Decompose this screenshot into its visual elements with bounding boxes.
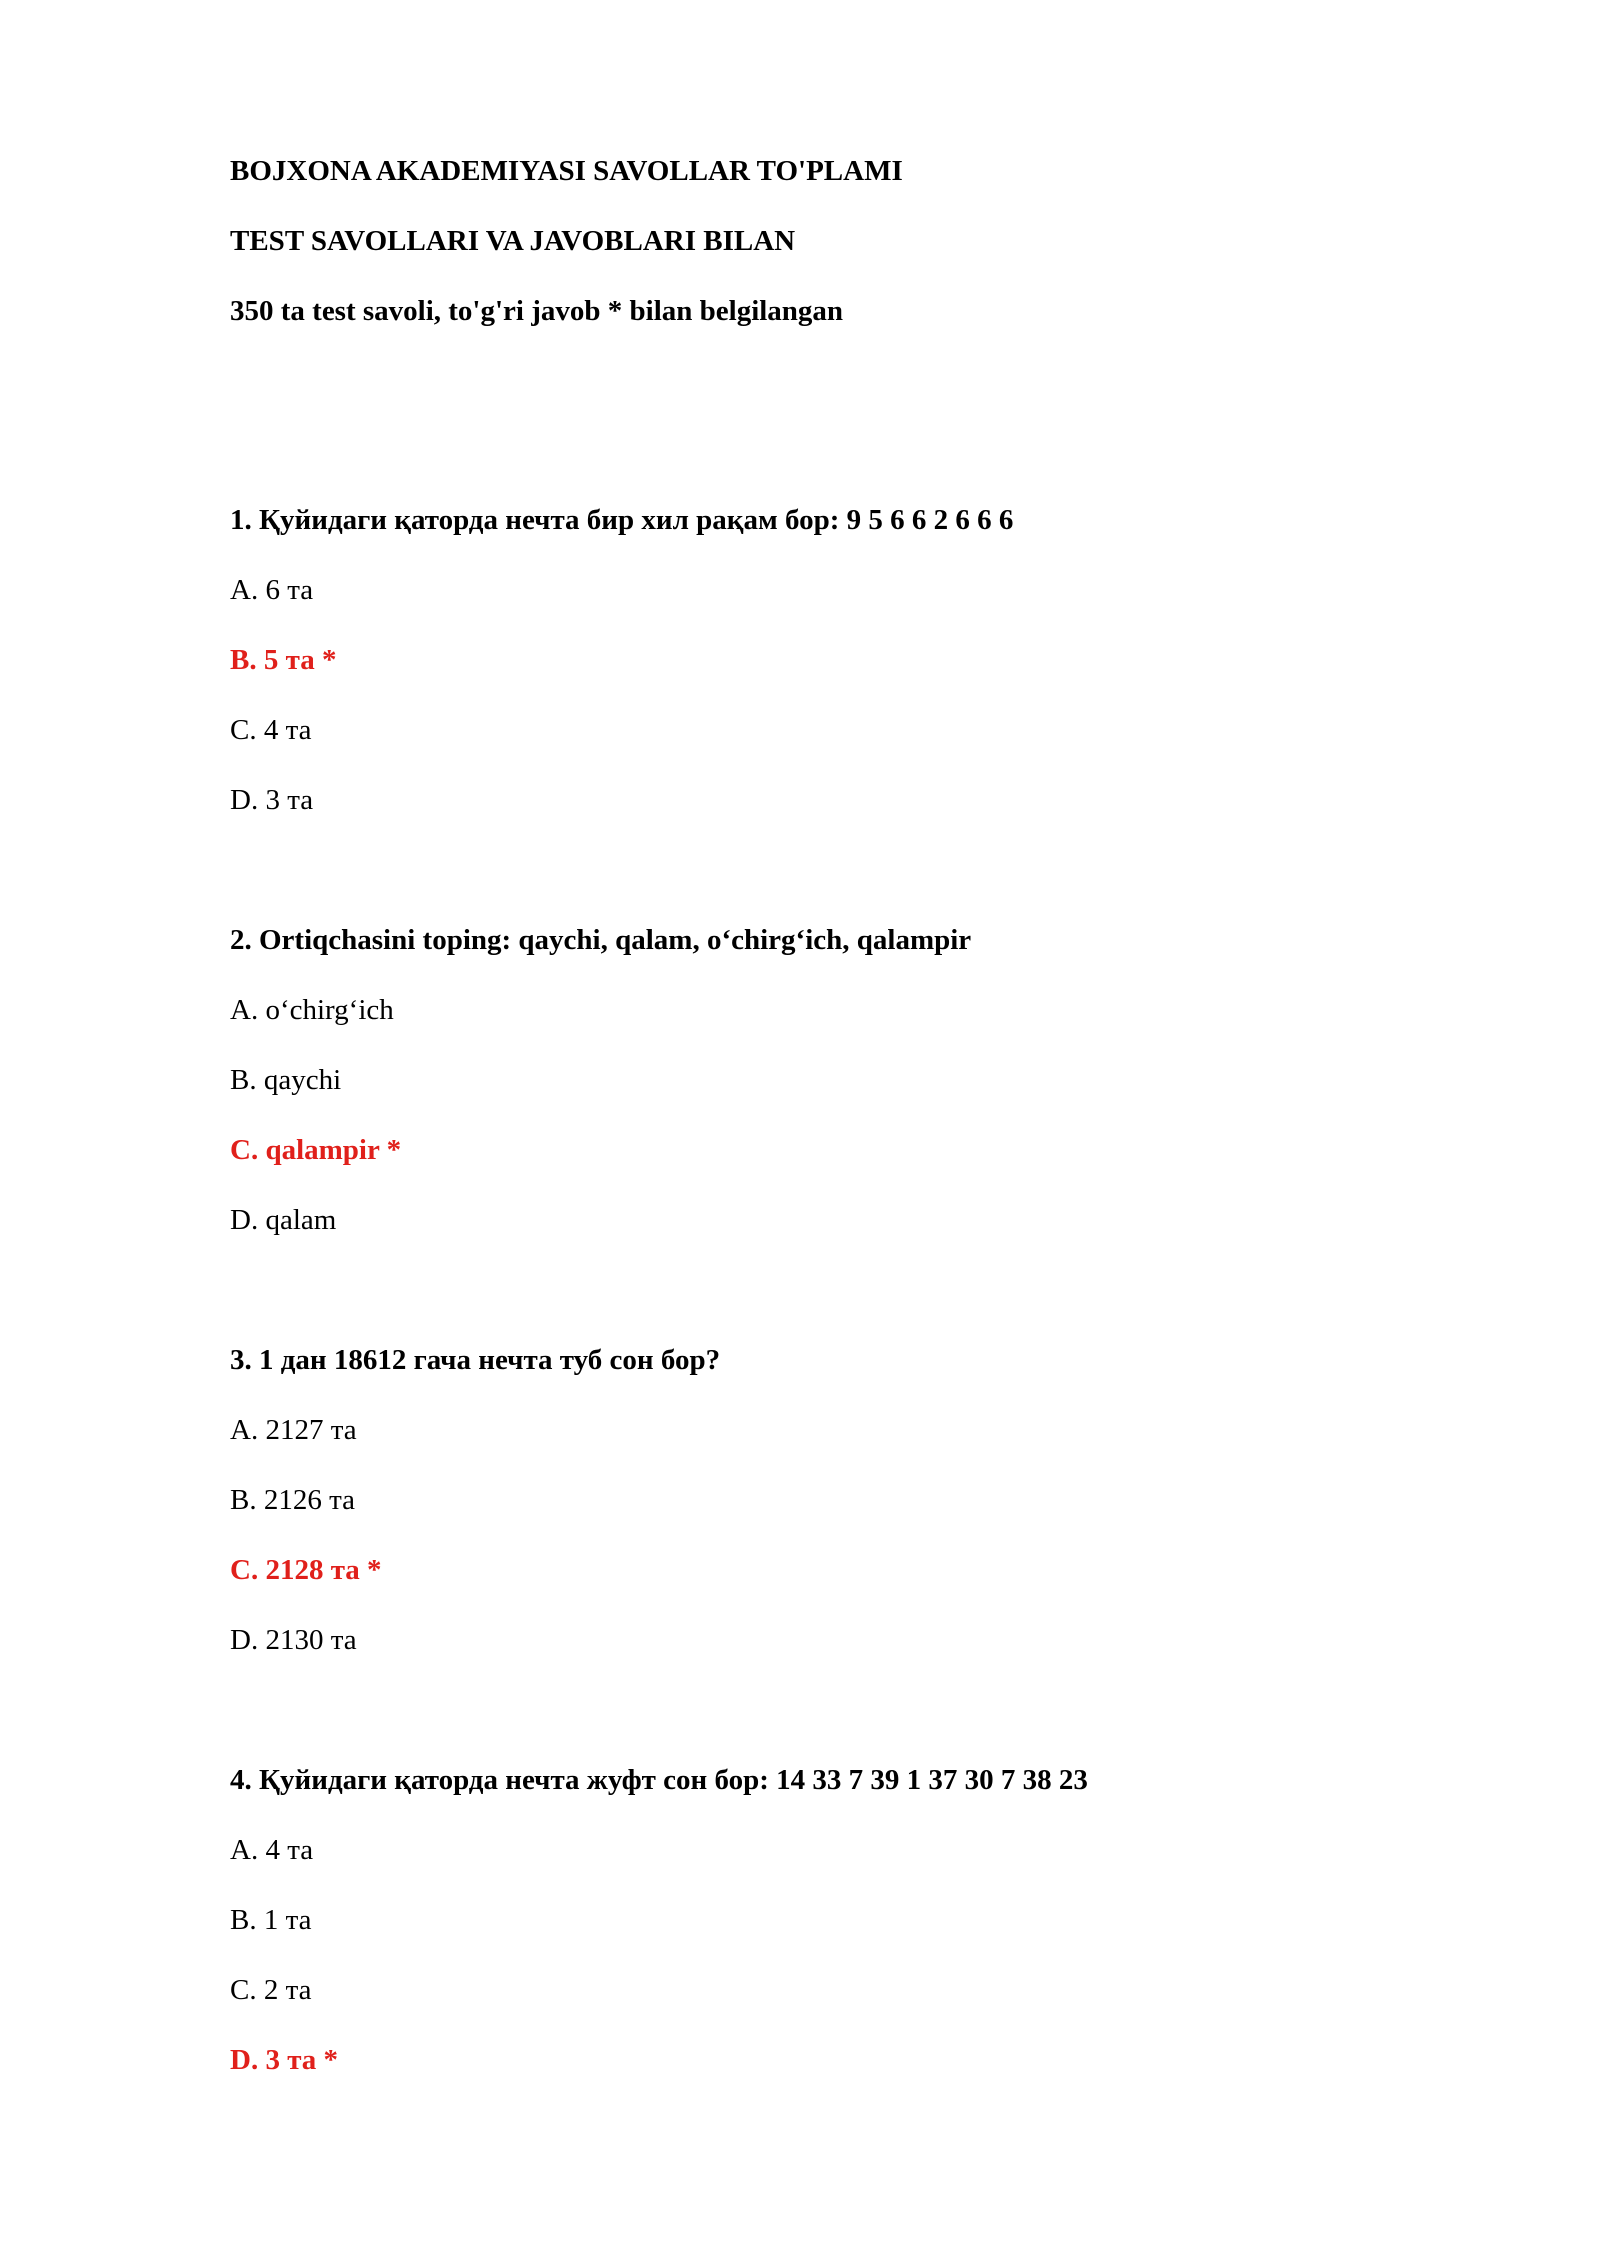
question-4-option-c: C. 2 та — [230, 1974, 312, 2006]
question-2-option-b: B. qaychi — [230, 1064, 342, 1096]
question-1-option-b-correct: B. 5 та * — [230, 644, 337, 676]
question-3-option-b: B. 2126 та — [230, 1484, 355, 1516]
question-4-option-b: B. 1 та — [230, 1904, 312, 1936]
document-title: BOJXONA AKADEMIYASI SAVOLLAR TO'PLAMI — [230, 155, 903, 187]
document-subtitle: TEST SAVOLLARI VA JAVOBLARI BILAN — [230, 225, 796, 257]
question-3-option-c-correct: C. 2128 та * — [230, 1554, 382, 1586]
question-3-option-d: D. 2130 та — [230, 1624, 357, 1656]
question-4-text: 4. Қуйидаги қаторда нечта жуфт сон бор: 14 33 7 39 1 37 30 7 38 23 — [230, 1764, 1088, 1796]
question-1-option-c: C. 4 та — [230, 714, 312, 746]
question-2-text: 2. Ortiqchasini toping: qaychi, qalam, o‘chirg‘ich, qalampir — [230, 924, 972, 956]
question-1-option-d: D. 3 та — [230, 784, 314, 816]
document-note: 350 ta test savoli, to'g'ri javob * bilan belgilangan — [230, 295, 844, 327]
question-3-option-a: A. 2127 та — [230, 1414, 357, 1446]
question-2-option-c-correct: C. qalampir * — [230, 1134, 402, 1166]
question-2-option-d: D. qalam — [230, 1204, 337, 1236]
question-2-option-a: A. o‘chirg‘ich — [230, 994, 394, 1026]
question-4-option-d-correct: D. 3 та * — [230, 2044, 339, 2076]
question-4-option-a: A. 4 та — [230, 1834, 314, 1866]
question-1-text: 1. Қуйидаги қаторда нечта бир хил рақам бор: 9 5 6 6 2 6 6 6 — [230, 504, 1014, 536]
question-3-text: 3. 1 дан 18612 гача нечта туб сон бор? — [230, 1344, 721, 1376]
question-1-option-a: A. 6 та — [230, 574, 314, 606]
